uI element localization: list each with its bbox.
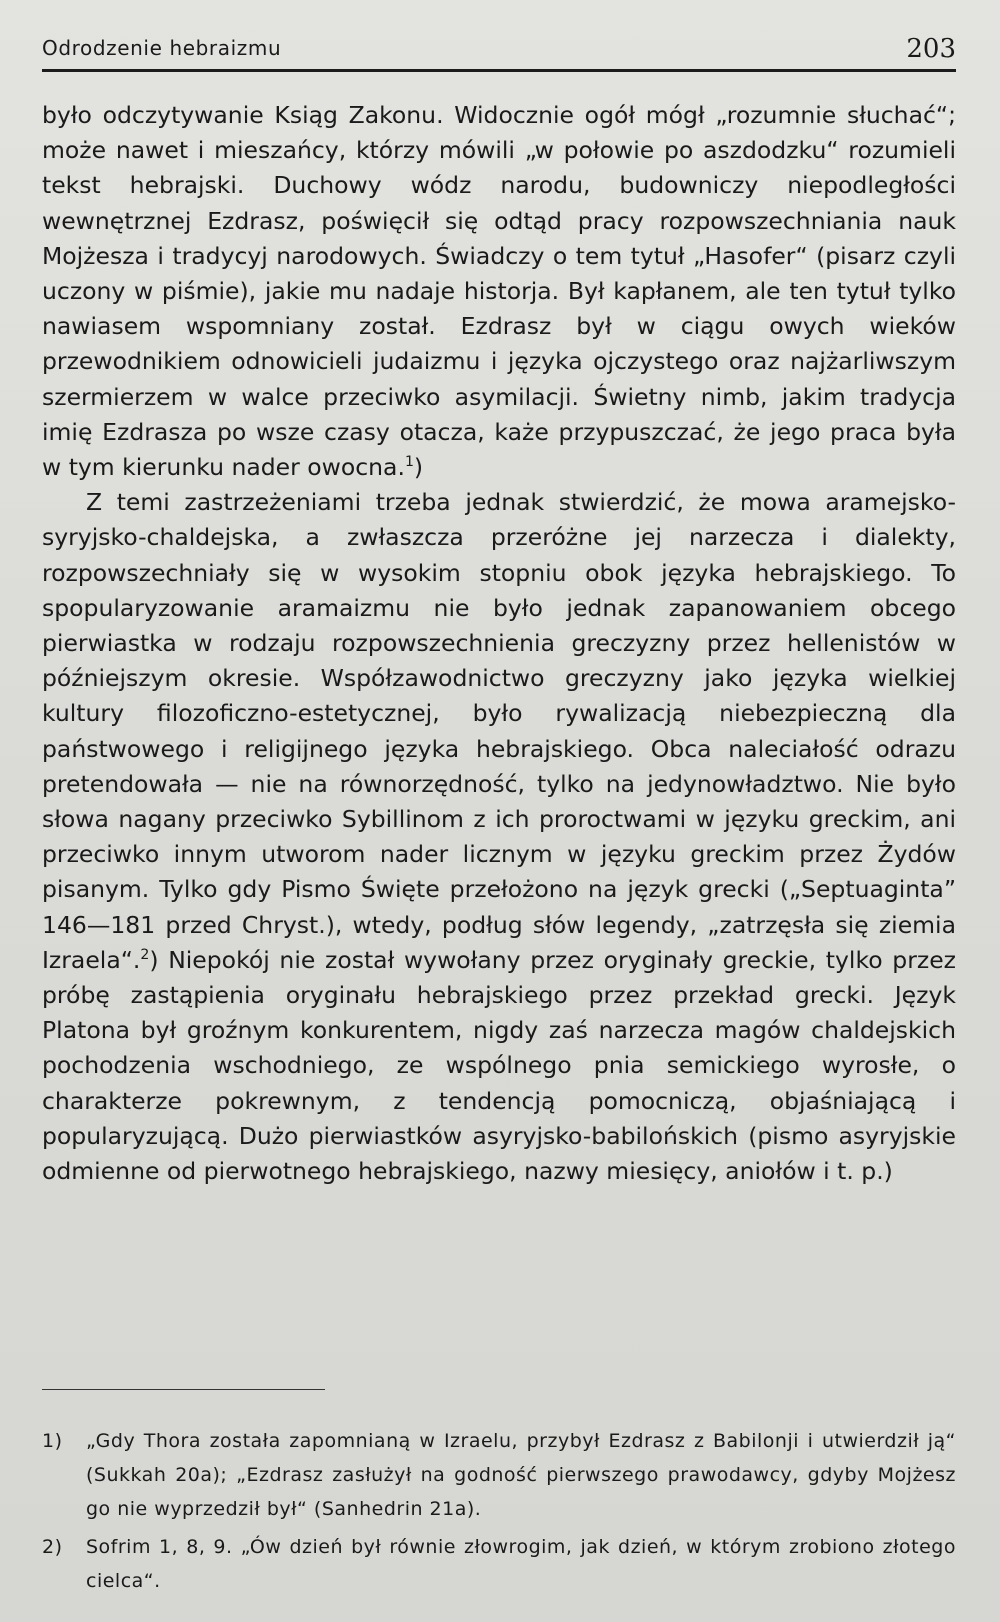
footnote-ref-2: 2	[140, 946, 150, 963]
footnote-rule	[42, 1389, 325, 1390]
header-rule	[42, 69, 956, 72]
footnote-1	[42, 1424, 956, 1526]
footnote-1-text: „Gdy Thora została zapomnianą w Izraelu, przybył Ezdrasz z Babilonji i utwierdził ją“ (Sukkah 20a); „Ezdrasz zasłużył na godność pierwszego prawodawcy, gdyby Mojżesz go nie wyprzedził był“ (Sanhedrin 21a).	[86, 1430, 956, 1520]
page-number: 203	[906, 34, 956, 64]
paragraph-2-text-a: Z temi zastrzeżeniami trzeba jednak stwierdzić, że mowa aramejsko-syryjsko-chaldejska, a zwłaszcza przeróżne jej narzecza i dialekty, rozpowszechniały się w wysokim stopniu obok języka hebrajskiego. To spopularyzowanie aramaizmu nie było jednak zapanowaniem obcego pierwiastka w rodzaju rozpowszechnienia greczyzny przez hellenistów w późniejszym okresie. Współzawodnictwo greczyzny jako języka wielkiej kultury filozoficzno-estetycznej, było rywalizacją niebezpieczną dla państwowego i religijnego języka hebrajskiego. Obca naleciałość odrazu pretendowała — nie na równorzędność, tylko na jedynowładztwo. Nie było słowa nagany przeciwko Sybillinom z ich proroctwami w języku greckim, ani przeciwko innym utworom nader licznym w języku greckim przez Żydów pisanym. Tylko gdy Pismo Święte przełożono na język grecki („Septuaginta” 146—181 przed Chryst.), wtedy, podług słów legendy, „zatrzęsła się ziemia Izraela“.	[42, 488, 956, 974]
page-header	[42, 34, 956, 68]
footnote-ref-1-paren: )	[413, 453, 424, 482]
paragraph-2	[42, 485, 956, 1189]
main-text	[42, 98, 956, 1189]
footnote-2-mark: 2)	[42, 1536, 63, 1558]
paragraph-1	[42, 98, 956, 485]
footnote-2	[42, 1530, 956, 1598]
footnote-ref-1: 1	[404, 453, 414, 470]
paragraph-2-text-b: ) Niepokój nie został wywołany przez oryginały greckie, tylko przez próbę zastąpienia oryginału hebrajskiego przez przekład grecki. Język Platona był groźnym konkurentem, nigdy zaś narzecza magów chaldejskich pochodzenia wschodniego, ze wspólnego pnia semickiego wyrosłe, o charakterze pokrewnym, z tendencją pomocniczą, objaśniającą i popularyzującą. Dużo pierwiastków asyryjsko-babilońskich (pismo asyryjskie odmienne od pierwotnego hebrajskiego, nazwy miesięcy, aniołów i t. p.)	[42, 945, 956, 1186]
paragraph-1-text: było odczytywanie Ksiąg Zakonu. Widocznie ogół mógł „rozumnie słuchać“; może nawet i mieszańcy, którzy mówili „w połowie po aszdodzku“ rozumieli tekst hebrajski. Duchowy wódz narodu, budowniczy niepodległości wewnętrznej Ezdrasz, poświęcił się odtąd pracy rozpowszechniania nauk Mojżesza i tradycyj narodowych. Świadczy o tem tytuł „Hasofer“ (pisarz czyli uczony w piśmie), jakie mu nadaje historja. Był kapłanem, ale ten tytuł tylko nawiasem wspomniany został. Ezdrasz był w ciągu owych wieków przewodnikiem odnowicieli judaizmu i języka ojczystego oraz najżarliwszym szermierzem w walce przeciwko asymilacji. Świetny nimb, jakim tradycja imię Ezdrasza po wsze czasy otacza, każe przypuszczać, że jego praca była w tym kierunku nader owocna.	[42, 101, 956, 482]
footnote-2-text: Sofrim 1, 8, 9. „Ów dzień był równie złowrogim, jak dzień, w którym zrobiono złotego cielca“.	[86, 1536, 956, 1592]
footnote-1-mark: 1)	[42, 1430, 63, 1452]
footnotes	[42, 1424, 956, 1602]
running-title: Odrodzenie hebraizmu	[42, 36, 282, 60]
